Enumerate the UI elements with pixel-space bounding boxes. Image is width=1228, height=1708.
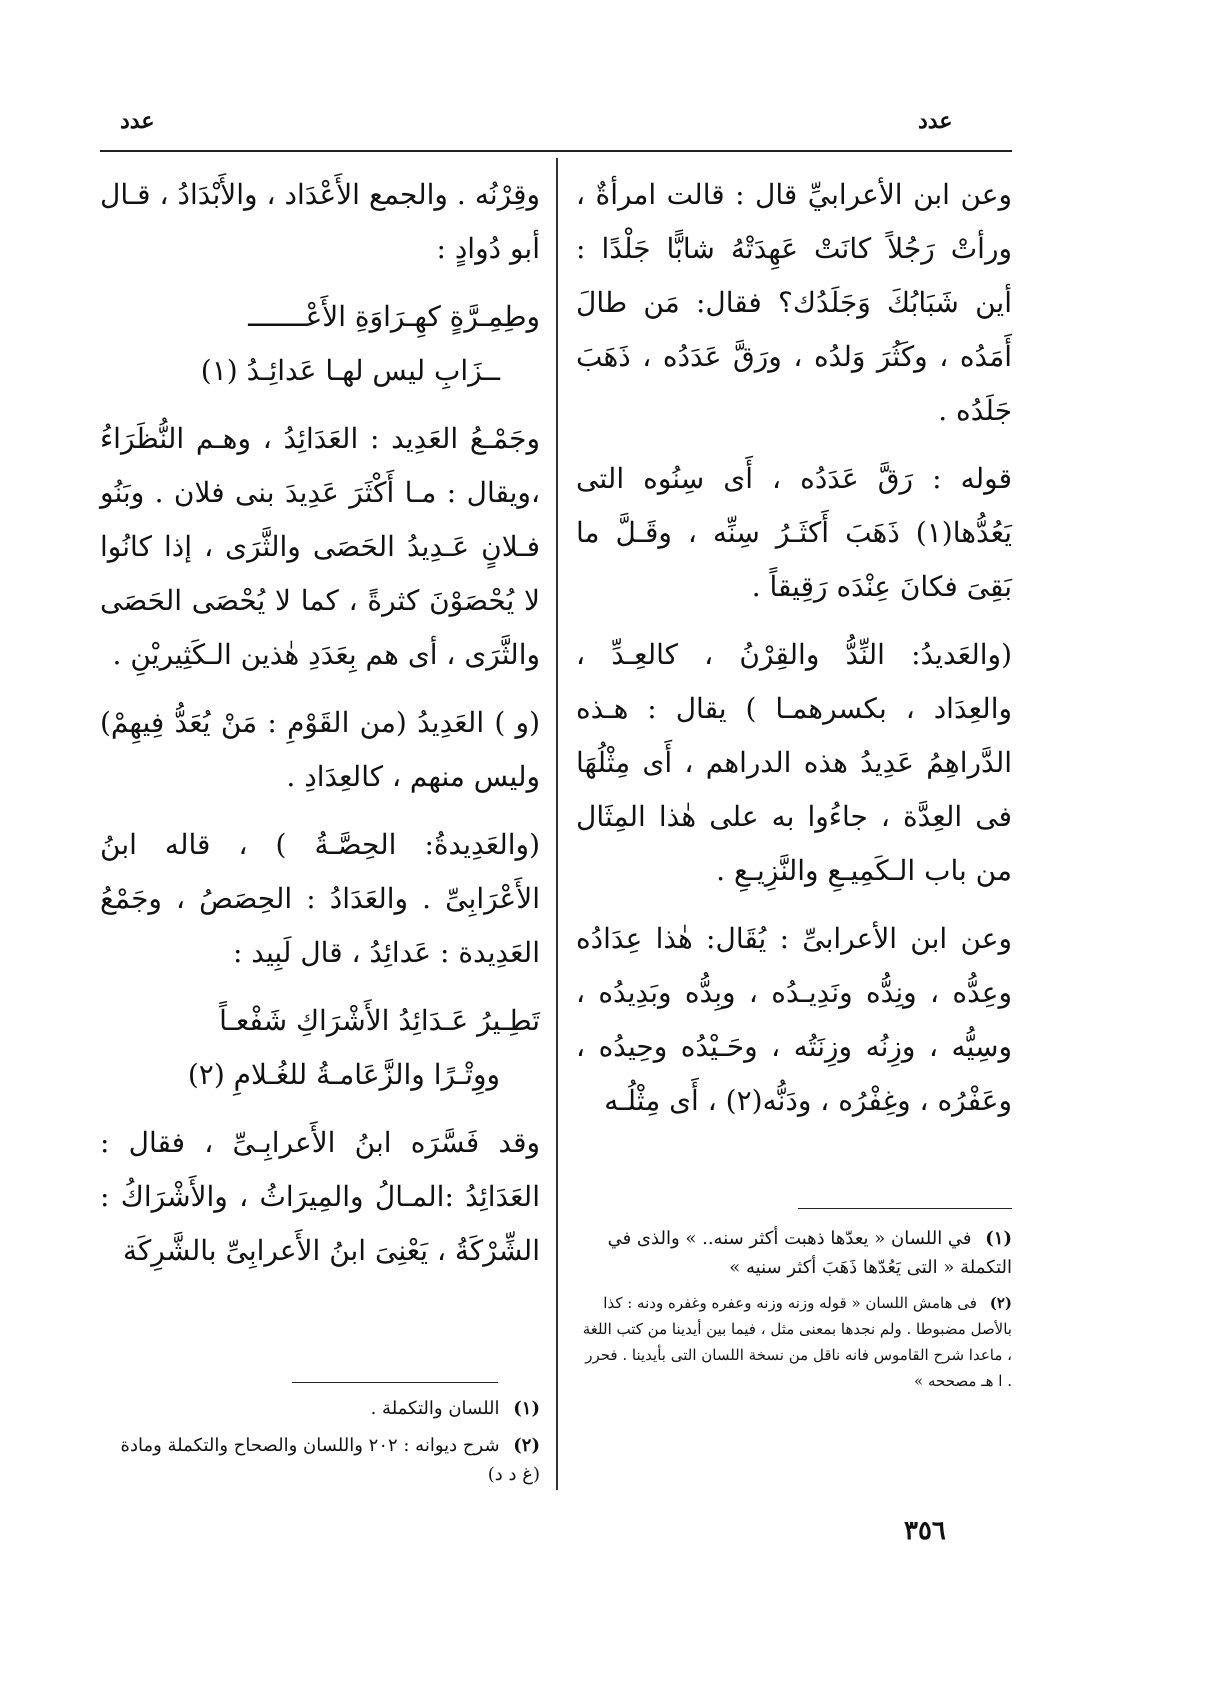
running-header-left: عدد: [120, 108, 155, 134]
footnote-number: (١): [513, 1398, 540, 1419]
left-footnote-1: [100, 1394, 540, 1423]
column-separator: [556, 158, 558, 1490]
header-rule: [100, 150, 1012, 152]
right-column: [576, 168, 1012, 1142]
right-footnotes: [576, 1224, 1012, 1402]
page-number: ٣٥٦: [904, 1516, 946, 1546]
left-column: [100, 168, 540, 1292]
right-paragraph-3: (والعَديدُ: النِّدُّ والقِرْنُ ، كالعِـدِّ ، والعِدَاد ، بكسرهمـا ) يقال : هـذه الدَّراهِمُ عَدِيدُ هذه الدراهم ، أَى مِثْلُهَا فى العِدَّة ، جاءُوا به على هٰذا المِثَال من باب الـكَمِيـعِ والنَّزِيـعِ .: [576, 638, 1012, 887]
footnote-text: اللسان والتكملة .: [370, 1398, 500, 1419]
right-paragraph-1: وعن ابن الأعرابيِّ قال : قالت امرأةٌ ، ورأتْ رَجُلاً كانَتْ عَهِدَتْهُ شابًّا جَلْدًا : أين شَبَابُكَ وَجَلَدُك؟ فقال: مَن طالَ أَمَدُه ، وكَثُرَ وَلدُه ، ورَقَّ عَدَدُه ، ذَهَبَ جَلَدُه .: [576, 178, 1012, 427]
right-paragraph-4: وعن ابن الأعرابىِّ : يُقَال: هٰذا عِدَادُه وعِدُّه ، ونِدُّه ونَدِيـدُه ، وبِدُّه وبَدِيدُه ، وسِيُّه ، وزِنُه وزِنَتُه ، وحَـيْدُه وحِيدُه ، وعَفْرُه ، وغِفْرُه ، ودَنُّه(٢) ، أَى مِثْلُـه: [576, 922, 1012, 1117]
right-footnote-1: [576, 1224, 1012, 1282]
verse-1-hemistich-2: ــزَابِ ليس لهـا عَدائِـدُ (١): [200, 354, 500, 387]
left-paragraph-3: (و ) العَدِيدُ (من القَوْمِ : مَنْ يُعَدُّ فِيهِمْ) وليس منهم ، كالعِدَادِ .: [100, 706, 540, 793]
verse-2-hemistich-2: ووِتْـرًا والزَّعَامـةُ للغُـلامِ (٢): [187, 1058, 500, 1091]
footnote-rule-right: [798, 1208, 1012, 1209]
left-paragraph-5: وقد فَسَّرَه ابنُ الأَعرابِـىِّ ، فقال : العَدَائِدُ :المـالُ والمِيرَاثُ ، والأَشْرَاكُ : الشِّرْكَةُ ، يَعْنِىَ ابنُ الأَعرابِىِّ بالشَّرِكَة: [100, 1126, 540, 1267]
left-footnote-2: [100, 1431, 540, 1489]
footnote-text: في اللسان « يعدّها ذهبت أكثر سنه.. » والذى في التكملة « التى يَعُدّها ذَهَبَ أكثر سنيه »: [607, 1228, 1012, 1278]
footnote-number: (٢): [513, 1435, 540, 1456]
verse-2-hemistich-1: تَطِـيرُ عَـدَائِدُ الأَشْرَاكِ شَفْعـاً: [219, 1004, 540, 1037]
footnote-number: (١): [985, 1228, 1012, 1249]
verse-1-hemistich-1: وطِمِـرَّةٍ كهِـرَاوَةِ الأَعْـــــــ: [248, 300, 540, 333]
left-paragraph-2: وجَمْـعُ العَدِيد : العَدَائِدُ ، وهـم النُّظَرَاءُ ،ويقال : مـا أَكْثَرَ عَدِيدَ بنى فلان . وبَنُو فـلانٍ عَـدِيدُ الحَصَى والثَّرَى ، إذا كانُوا لا يُحْصَوْنَ كثرةً ، كما لا يُحْصَى الحَصَى والثَّرَى ، أى هم بِعَدَدِ هٰذين الـكَثِيريْنِ .: [100, 422, 540, 671]
footnote-text: فى هامش اللسان « قوله وزنه وزنه وعفره وغفره ودنه : كذا بالأصل مضبوطا . ولم نجدها بمعنى مثل ، فيما بين أيدينا من كتب اللغة ، ماعدا شرح القاموس فانه ناقل من نسخة اللسان التى بأيدينا . فحرر . ا هـ مصححه »: [582, 1294, 1012, 1390]
left-footnotes: [100, 1394, 540, 1497]
right-footnote-2: [576, 1290, 1012, 1394]
right-paragraph-2: قوله : رَقَّ عَدَدُه ، أَى سِنُوه التى يَعُدُّها(١) ذَهَبَ أَكثَـرُ سِنِّه ، وقَـلَّ ما بَقِىَ فكانَ عِنْدَه رَقِيقاً .: [576, 462, 1012, 603]
footnote-number: (٢): [989, 1294, 1012, 1312]
left-paragraph-4: (والعَدِيدةُ: الحِصَّـةُ ) ، قاله ابنُ الأَعْرَابِىِّ . والعَدَادُ : الحِصَصُ ، وجَمْعُ العَدِيدة : عَدائِدُ ، قال لَبِيد :: [100, 828, 540, 969]
footnote-rule-left: [292, 1382, 498, 1383]
left-paragraph-intro: وقِرْنُه . والجمع الأَعْدَاد ، والأَبْدَادُ ، قـال أبو دُوادٍ :: [100, 178, 540, 265]
footnote-text: شرح ديوانه : ٢٠٢ واللسان والصحاح والتكملة ومادة (غ د د): [120, 1435, 540, 1485]
running-header-right: عدد: [918, 108, 953, 134]
